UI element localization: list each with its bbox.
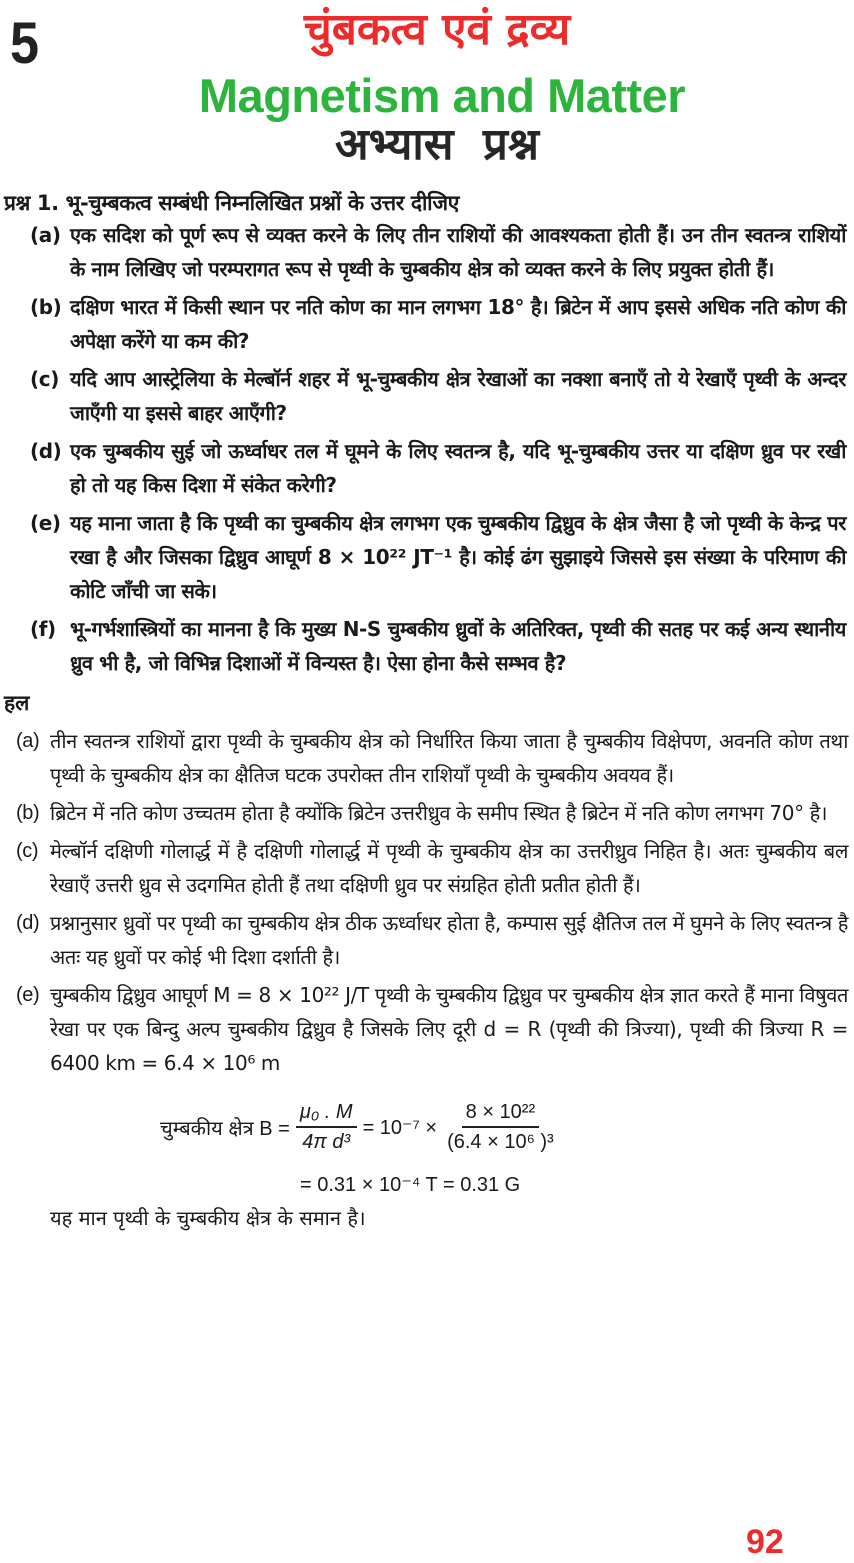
- part-label: (d): [16, 912, 40, 934]
- part-label: (e): [30, 511, 61, 535]
- formula-lhs: चुम्बकीय क्षेत्र B =: [160, 1117, 290, 1140]
- part-label: (e): [16, 984, 40, 1006]
- part-text: एक सदिश को पूर्ण रूप से व्यक्त करने के लिए तीन राशियों की आवश्यकता होती हैं। उन तीन स्वतन्त्र राशियों के नाम लिखिए जो परम्परागत रूप से पृथ्वी के चुम्बकीय क्षेत्र को व्यक्त करने के लिए प्रयुक्त होती हैं।: [70, 223, 846, 281]
- part-text: दक्षिण भारत में किसी स्थान पर नति कोण का मान लगभग 18° है। ब्रिटेन में आप इससे अधिक नति कोण की अपेक्षा करेंगे या कम की?: [70, 295, 846, 353]
- part-label: (b): [30, 295, 62, 319]
- question-part: [30, 434, 846, 502]
- part-text: प्रश्नानुसार ध्रुवों पर पृथ्वी का चुम्बकीय क्षेत्र ठीक ऊर्ध्वाधर होता है, कम्पास सुई क्षैतिज तल में घुमने के लिए स्वतन्त्र है अतः यह ध्रुवों पर कोई भी दिशा दर्शाती है।: [50, 911, 848, 969]
- solution-conclusion: यह मान पृथ्वी के चुम्बकीय क्षेत्र के समान है।: [50, 1206, 366, 1230]
- part-text: मेल्बॉर्न दक्षिणी गोलार्द्ध में है दक्षिणी गोलार्द्ध में पृथ्वी के चुम्बकीय क्षेत्र का उत्तरीध्रुव निहित है। अतः चुम्बकीय बल रेखाएँ उत्तरी ध्रुव से उदगमित होती हैं तथा दक्षिणी ध्रुव पर संग्रहित होती प्रतीत होती हैं।: [50, 839, 848, 897]
- fraction-mu-m-over-d3: [296, 1098, 357, 1156]
- page-content: [0, 188, 854, 1234]
- fraction-numerator: 8 × 10²²: [462, 1098, 539, 1128]
- question-part: [30, 506, 846, 608]
- fraction-denominator: (6.4 × 10⁶ )³: [447, 1131, 554, 1153]
- formula-result: = 0.31 × 10⁻⁴ T = 0.31 G: [300, 1174, 521, 1196]
- part-text: ब्रिटेन में नति कोण उच्चतम होता है क्योंकि ब्रिटेन उत्तरीध्रुव के समीप स्थित है ब्रिटेन में नति कोण लगभग 70° है।: [50, 801, 828, 825]
- part-label: (b): [16, 802, 40, 824]
- part-label: (a): [16, 730, 40, 752]
- solution-part: [16, 978, 848, 1080]
- solution-part: [16, 906, 848, 974]
- solution-part: [16, 724, 848, 792]
- part-label: (d): [30, 439, 62, 463]
- part-text: यह माना जाता है कि पृथ्वी का चुम्बकीय क्षेत्र लगभग एक चुम्बकीय द्विध्रुव के क्षेत्र जैसा है जो पृथ्वी के केन्द्र पर रखा है और जिसका द्विध्रुव आघूर्ण 8 × 10²² JT⁻¹ है। कोई ढंग सुझाइये जिससे इस संख्या के परिमाण की कोटि जाँची जा सके।: [70, 511, 846, 603]
- part-text: भू-गर्भशास्त्रियों का मानना है कि मुख्य N-S चुम्बकीय ध्रुवों के अतिरिक्त, पृथ्वी की सतह पर कई अन्य स्थानीय ध्रुव भी है, जो विभिन्न दिशाओं में विन्यस्त है। ऐसा होना कैसे सम्भव है?: [70, 617, 846, 675]
- part-label: (c): [30, 367, 59, 391]
- part-text: यदि आप आस्ट्रेलिया के मेल्बॉर्न शहर में भू-चुम्बकीय क्षेत्र रेखाओं का नक्शा बनाएँ तो ये रेखाएँ पृथ्वी के अन्दर जाएँगी या इससे बाहर आएँगी?: [70, 367, 846, 425]
- question-heading: प्रश्न 1. भू-चुम्बकत्व सम्बंधी निम्नलिखित प्रश्नों के उत्तर दीजिए: [4, 191, 459, 215]
- fraction-numeric: [443, 1098, 558, 1156]
- fraction-numerator: μ₀ . M: [296, 1098, 357, 1128]
- section-subtitle: अभ्यास प्रश्न: [334, 119, 540, 170]
- question-part: [30, 612, 846, 680]
- part-text: तीन स्वतन्त्र राशियों द्वारा पृथ्वी के चुम्बकीय क्षेत्र को निर्धारित किया जाता है चुम्बकीय विक्षेपण, अवनति कोण तथा पृथ्वी के चुम्बकीय क्षेत्र का क्षैतिज घटक उपरोक्त तीन राशियाँ पृथ्वी के चुम्बकीय अवयव हैं।: [50, 729, 848, 787]
- formula-middle: = 10⁻⁷ ×: [362, 1116, 438, 1139]
- solution-heading: हल: [4, 691, 30, 715]
- solution-part: [16, 834, 848, 902]
- part-text: चुम्बकीय द्विध्रुव आघूर्ण M = 8 × 10²² J/T पृथ्वी के चुम्बकीय द्विध्रुव पर चुम्बकीय क्षेत्र ज्ञात करते हैं माना विषुवत रेखा पर एक बिन्दु अल्प चुम्बकीय द्विध्रुव है जिसके लिए दूरी d = R (पृथ्वी की त्रिज्या), पृथ्वी की त्रिज्या R = 6400 km = 6.4 × 10⁶ m: [50, 983, 848, 1075]
- question-part: [30, 362, 846, 430]
- chapter-number: 5: [10, 11, 40, 76]
- solution-part: [16, 796, 848, 830]
- question-part: [30, 218, 846, 286]
- chapter-title-hindi: चुंबकत्व एवं द्रव्य: [303, 4, 571, 55]
- magnetic-field-formula: [160, 1090, 854, 1164]
- part-label: (f): [30, 617, 56, 641]
- part-text: एक चुम्बकीय सुई जो ऊर्ध्वाधर तल में घूमने के लिए स्वतन्त्र है, यदि भू-चुम्बकीय उत्तर या दक्षिण ध्रुव पर रखी हो तो यह किस दिशा में संकेत करेगी?: [70, 439, 846, 497]
- part-label: (a): [30, 223, 61, 247]
- page-number: 92: [746, 1523, 784, 1561]
- chapter-title-english: Magnetism and Matter: [198, 69, 686, 122]
- part-label: (c): [16, 840, 39, 862]
- fraction-denominator: 4π d³: [302, 1131, 351, 1153]
- question-part: [30, 290, 846, 358]
